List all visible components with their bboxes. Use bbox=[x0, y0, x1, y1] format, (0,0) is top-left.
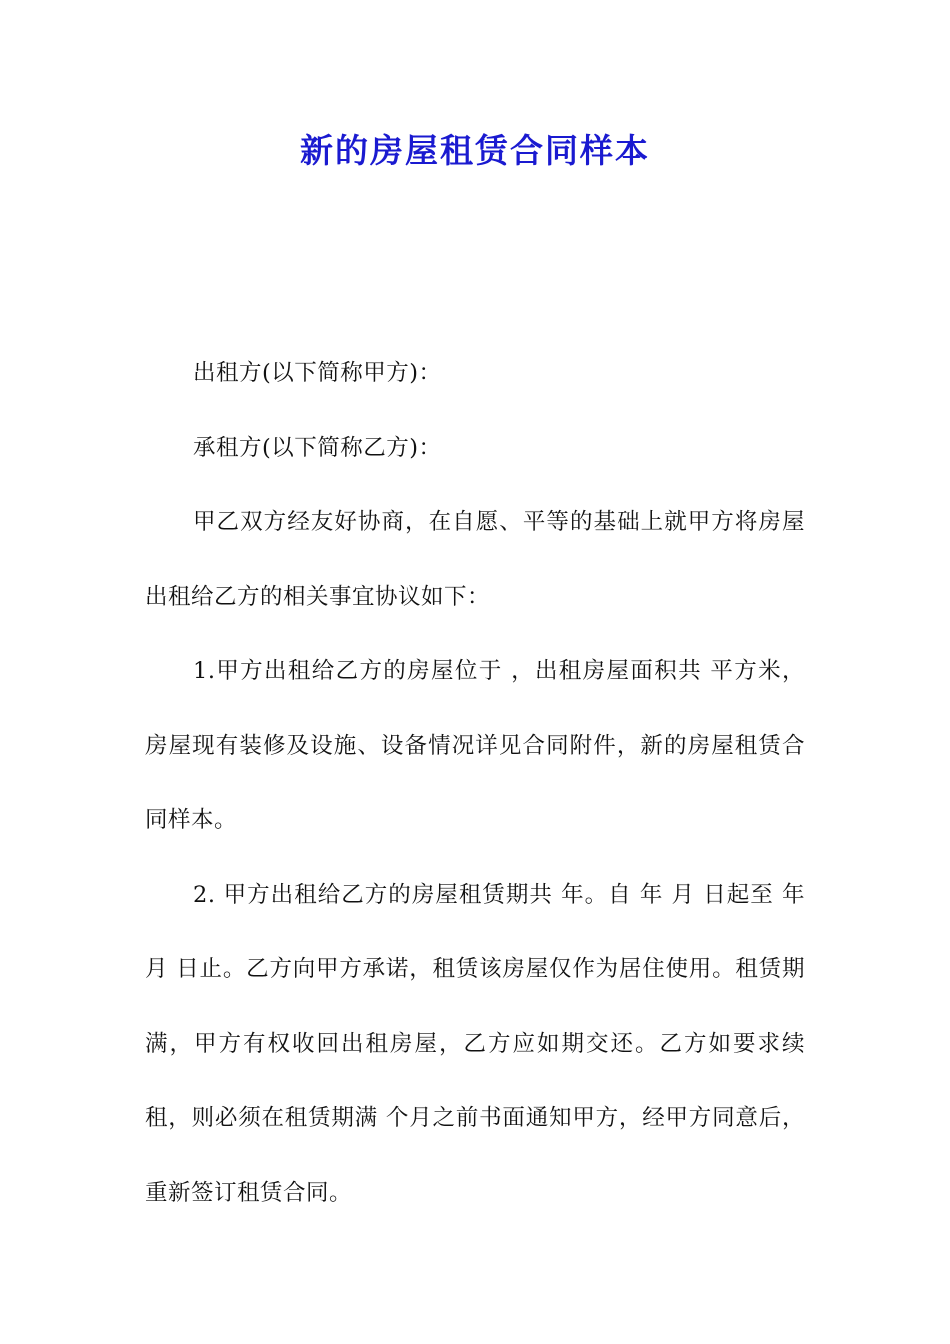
paragraph-agreement-intro: 甲乙双方经友好协商，在自愿、平等的基础上就甲方将房屋出租给乙方的相关事宜协议如下： bbox=[145, 509, 805, 610]
paragraph-clause-1: 1.甲方出租给乙方的房屋位于 ，出租房屋面积共 平方米，房屋现有装修及设施、设备情况详见合同附件，新的房屋租赁合同样本。 bbox=[145, 658, 805, 833]
paragraph-lessee: 承租方(以下简称乙方)： bbox=[193, 434, 442, 461]
paragraph-lessor: 出租方(以下简称甲方)： bbox=[193, 360, 442, 386]
document-body bbox=[145, 336, 805, 1230]
document-title: 新的房屋租赁合同样本 bbox=[300, 131, 650, 170]
paragraph-clause-2: 2. 甲方出租给乙方的房屋租赁期共 年。自 年 月 日起至 年 月 日止。乙方向甲方承诺，租赁该房屋仅作为居住使用。租赁期满，甲方有权收回出租房屋，乙方应如期交还。乙方如要求续租，则必须在租赁期满 个月之前书面通知甲方，经甲方同意后，重新签订租赁合同。 bbox=[145, 881, 805, 1206]
